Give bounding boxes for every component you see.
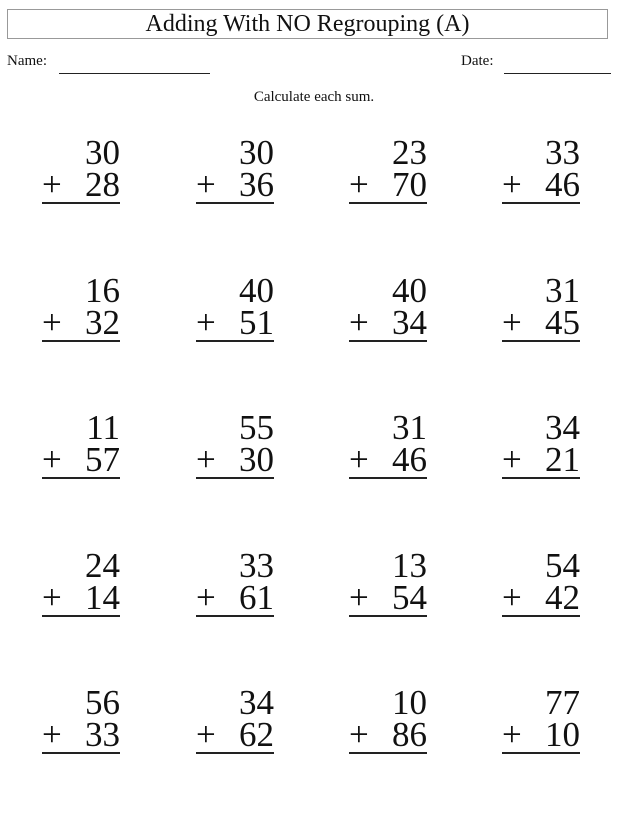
addition-problem bbox=[196, 408, 276, 482]
addend-top: 11 bbox=[86, 408, 120, 447]
answer-line bbox=[42, 615, 120, 617]
addend-top: 10 bbox=[392, 683, 427, 722]
addend-top: 16 bbox=[85, 270, 120, 310]
plus-sign: + bbox=[196, 715, 216, 754]
answer-line bbox=[349, 615, 427, 617]
plus-sign: + bbox=[349, 302, 369, 342]
addend-top: 23 bbox=[392, 133, 427, 172]
addend-bottom: 61 bbox=[239, 577, 274, 617]
plus-sign: + bbox=[502, 577, 522, 617]
addend-top: 56 bbox=[85, 683, 120, 722]
plus-sign: + bbox=[196, 577, 216, 617]
addend-top: 54 bbox=[545, 545, 580, 585]
addition-problem bbox=[42, 408, 122, 482]
plus-sign: + bbox=[196, 165, 216, 204]
answer-line bbox=[196, 340, 274, 342]
answer-line bbox=[349, 752, 427, 754]
addend-bottom: 51 bbox=[239, 302, 274, 342]
plus-sign: + bbox=[349, 440, 369, 479]
addend-bottom: 30 bbox=[239, 440, 274, 479]
addition-problem bbox=[196, 133, 276, 207]
plus-sign: + bbox=[42, 577, 62, 617]
addition-problem bbox=[196, 270, 276, 345]
addend-top: 24 bbox=[85, 545, 120, 585]
addend-top: 33 bbox=[239, 545, 274, 585]
answer-line bbox=[349, 202, 427, 204]
name-field[interactable] bbox=[59, 73, 210, 74]
addend-bottom: 10 bbox=[545, 715, 580, 754]
addition-problem bbox=[349, 408, 429, 482]
addend-top: 31 bbox=[545, 270, 580, 310]
addend-bottom: 46 bbox=[545, 165, 580, 204]
addend-bottom: 54 bbox=[392, 577, 427, 617]
plus-sign: + bbox=[349, 577, 369, 617]
plus-sign: + bbox=[349, 165, 369, 204]
addition-problem bbox=[349, 545, 429, 620]
answer-line bbox=[349, 340, 427, 342]
worksheet-title: Adding With NO Regrouping (A) bbox=[7, 9, 608, 39]
plus-sign: + bbox=[502, 302, 522, 342]
addend-bottom: 46 bbox=[392, 440, 427, 479]
addend-bottom: 45 bbox=[545, 302, 580, 342]
plus-sign: + bbox=[42, 165, 62, 204]
addition-problem bbox=[196, 683, 276, 757]
addend-bottom: 28 bbox=[85, 165, 120, 204]
addition-problem bbox=[42, 683, 122, 757]
addend-bottom: 32 bbox=[85, 302, 120, 342]
date-field[interactable] bbox=[504, 73, 611, 74]
answer-line bbox=[196, 202, 274, 204]
addition-problem bbox=[42, 133, 122, 207]
plus-sign: + bbox=[502, 715, 522, 754]
addend-bottom: 62 bbox=[239, 715, 274, 754]
addend-top: 31 bbox=[392, 408, 427, 447]
addition-problem bbox=[502, 545, 582, 620]
plus-sign: + bbox=[42, 715, 62, 754]
plus-sign: + bbox=[349, 715, 369, 754]
addend-top: 34 bbox=[239, 683, 274, 722]
addend-bottom: 86 bbox=[392, 715, 427, 754]
addition-problem bbox=[42, 545, 122, 620]
instructions: Calculate each sum. bbox=[253, 89, 375, 105]
answer-line bbox=[42, 752, 120, 754]
answer-line bbox=[42, 477, 120, 479]
addend-bottom: 36 bbox=[239, 165, 274, 204]
addend-top: 34 bbox=[545, 408, 580, 447]
plus-sign: + bbox=[42, 302, 62, 342]
addition-problem bbox=[349, 133, 429, 207]
addend-bottom: 42 bbox=[545, 577, 580, 617]
addition-problem bbox=[42, 270, 122, 345]
plus-sign: + bbox=[502, 165, 522, 204]
addend-top: 33 bbox=[545, 133, 580, 172]
name-label: Name: bbox=[7, 53, 47, 69]
answer-line bbox=[502, 202, 580, 204]
answer-line bbox=[349, 477, 427, 479]
addend-bottom: 14 bbox=[85, 577, 120, 617]
plus-sign: + bbox=[502, 440, 522, 479]
answer-line bbox=[196, 477, 274, 479]
addend-top: 30 bbox=[85, 133, 120, 172]
addition-problem bbox=[502, 408, 582, 482]
addend-top: 40 bbox=[239, 270, 274, 310]
addend-bottom: 21 bbox=[545, 440, 580, 479]
addend-bottom: 70 bbox=[392, 165, 427, 204]
addend-bottom: 33 bbox=[85, 715, 120, 754]
addition-problem bbox=[502, 270, 582, 345]
addition-problem bbox=[349, 683, 429, 757]
answer-line bbox=[42, 340, 120, 342]
addend-top: 13 bbox=[392, 545, 427, 585]
plus-sign: + bbox=[196, 440, 216, 479]
addition-problem bbox=[349, 270, 429, 345]
addition-problem bbox=[196, 545, 276, 620]
plus-sign: + bbox=[42, 440, 62, 479]
answer-line bbox=[502, 615, 580, 617]
addend-bottom: 34 bbox=[392, 302, 427, 342]
addition-problem bbox=[502, 683, 582, 757]
answer-line bbox=[502, 752, 580, 754]
addend-top: 55 bbox=[239, 408, 274, 447]
answer-line bbox=[502, 477, 580, 479]
addend-top: 30 bbox=[239, 133, 274, 172]
answer-line bbox=[196, 752, 274, 754]
addend-top: 40 bbox=[392, 270, 427, 310]
answer-line bbox=[196, 615, 274, 617]
plus-sign: + bbox=[196, 302, 216, 342]
addend-top: 77 bbox=[545, 683, 580, 722]
answer-line bbox=[502, 340, 580, 342]
addend-bottom: 57 bbox=[85, 440, 120, 479]
addition-problem bbox=[502, 133, 582, 207]
answer-line bbox=[42, 202, 120, 204]
date-label: Date: bbox=[461, 53, 494, 69]
